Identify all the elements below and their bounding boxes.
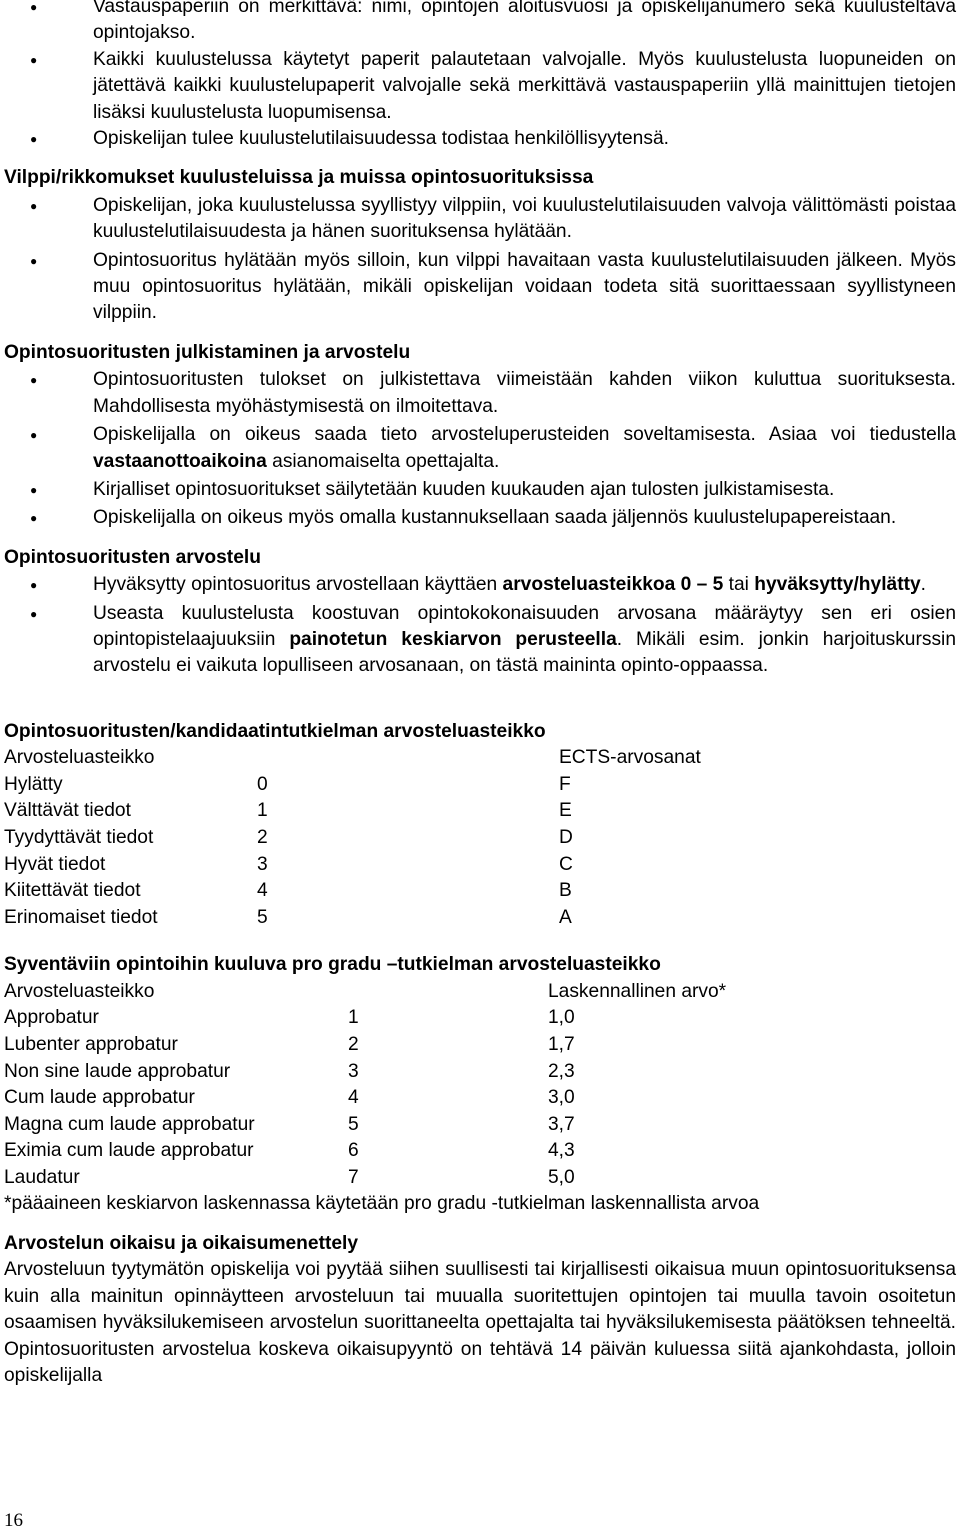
- bullet-icon: ●: [30, 482, 38, 497]
- exam-rules-list: [4, 0, 956, 152]
- page-number: 16: [4, 1510, 23, 1531]
- bullet-icon: ●: [30, 132, 38, 147]
- list-item: ● Opintosuoritusten tulokset on julkistettava viimeistään kahden viikon kuluttua suorituksesta. Mahdollisesta myöhästymisestä on ilmoitettava.: [30, 369, 956, 417]
- bullet-icon: ●: [30, 511, 38, 526]
- arvostelu-list: [4, 572, 956, 680]
- table-row: Cum laude approbatur 4 3,0: [4, 1087, 575, 1109]
- section-heading-scale2: Syventäviin opintoihin kuuluva pro gradu –tutkielman arvosteluasteikko: [4, 954, 661, 976]
- list-item: ● Kaikki kuulustelussa käytetyt paperit palautetaan valvojalle. Myös kuulustelusta luopuneiden on jätettävä kaikki kuulustelupaperit valvojalle sekä merkittävä vastauspaperiin yllä mainittujen tietojen lisäksi kuulustelusta luopumisensa.: [30, 48, 956, 123]
- list-item: ● Opiskelijan tulee kuulustelutilaisuudessa todistaa henkilöllisyytensä.: [4, 126, 956, 152]
- list-item: ● Opiskelijalla on oikeus myös omalla kustannuksellaan saada jäljennös kuulustelupapereistaan.: [4, 505, 956, 531]
- bullet-icon: ●: [30, 606, 38, 621]
- grading-scale-table: [4, 745, 956, 931]
- oikaisu-paragraph: Arvosteluun tyytymätön opiskelija voi pyytää siihen suullisesti tai kirjallisesti oikaisua muun opintosuorituksensa kuin alla mainitun opinnäytteen arvosteluun tai muualla suoritettujen opintojen tai muulla tavoin osoitetun osaamisen hyväksilukemiseen arvostelun suorittaneelta opettajalta tai hyväksilukemisesta päätöksen tehneeltä. Opintosuoritusten arvostelua koskeva oikaisupyyntö on tehtävä 14 päivän kuluessa siitä ajankohdasta, jolloin opiskelijalla: [4, 1259, 956, 1387]
- list-item: ● Kirjalliset opintosuoritukset säilytetään kuuden kuukauden ajan tulosten julkistamisesta.: [4, 477, 956, 503]
- bullet-icon: ●: [30, 198, 38, 213]
- pro-gradu-scale-table: [4, 979, 956, 1192]
- section-heading-scale1: Opintosuoritusten/kandidaatintutkielman arvosteluasteikko: [4, 720, 546, 742]
- table-row: Hylätty 0 F: [4, 773, 571, 795]
- table-row: Laudatur 7 5,0: [4, 1166, 575, 1188]
- table-row: Lubenter approbatur 2 1,7: [4, 1033, 575, 1055]
- document-page: [4, 0, 956, 1390]
- section-heading-oikaisu: Arvostelun oikaisu ja oikaisumenettely: [4, 1233, 359, 1255]
- julkistaminen-list: [4, 367, 956, 531]
- table-row: Non sine laude approbatur 3 2,3: [4, 1060, 575, 1082]
- list-item: ● Opintosuoritus hylätään myös silloin, kun vilppi havaitaan vasta kuulustelutilaisuuden jälkeen. Myös muu opintosuoritus hylätään, mikäli opiskelijan voidaan todeta sitä suorittaessaan syyllistyneen vilppiin.: [30, 249, 956, 324]
- bullet-icon: ●: [30, 52, 38, 67]
- vilppi-list: [4, 193, 956, 327]
- table-row: Approbatur 1 1,0: [4, 1007, 575, 1029]
- list-item: ● Useasta kuulustelusta koostuvan opintokokonaisuuden arvosana määräytyy sen eri osien opintopistelaajuuksiin painotetun keskiarvon perusteella. Mikäli esim. jonkin harjoituskurssin arvostelu ei vaikuta lopulliseen arvosanaan, on tästä maininta opinto-oppaassa.: [30, 602, 956, 677]
- bullet-icon: ●: [30, 428, 38, 443]
- section-heading-arvostelu: Opintosuoritusten arvostelu: [4, 546, 261, 568]
- section-heading-vilppi: Vilppi/rikkomukset kuulusteluissa ja muissa opintosuorituksissa: [4, 167, 594, 189]
- bullet-icon: ●: [30, 253, 38, 268]
- table-row: Kiitettävät tiedot 4 B: [4, 880, 572, 902]
- bullet-icon: ●: [30, 0, 38, 14]
- list-item: ● Opiskelijalla on oikeus saada tieto arvosteluperusteiden soveltamisesta. Asiaa voi tiedustella vastaanottoaikoina asianomaiselta opettajalta.: [30, 424, 956, 472]
- table-header-row: Arvosteluasteikko ECTS-arvosanat: [4, 747, 701, 769]
- footnote: *pääaineen keskiarvon laskennassa käytetään pro gradu -tutkielman laskennallista arvoa: [4, 1193, 760, 1215]
- table-header-row: Arvosteluasteikko Laskennallinen arvo*: [4, 980, 727, 1002]
- section-heading-julkistaminen: Opintosuoritusten julkistaminen ja arvostelu: [4, 341, 411, 363]
- bullet-icon: ●: [30, 373, 38, 388]
- table-row: Eximia cum laude approbatur 6 4,3: [4, 1140, 575, 1162]
- table-row: Välttävät tiedot 1 E: [4, 800, 572, 822]
- list-item: ● Vastauspaperiin on merkittävä: nimi, opintojen aloitusvuosi ja opiskelijanumero sekä kuulusteltava opintojakso.: [4, 0, 956, 47]
- table-row: Erinomaiset tiedot 5 A: [4, 906, 572, 928]
- table-row: Tyydyttävät tiedot 2 D: [4, 826, 573, 848]
- list-item: ● Hyväksytty opintosuoritus arvostellaan käyttäen arvosteluasteikkoa 0 – 5 tai hyväksytty/hylätty.: [4, 572, 956, 598]
- bullet-icon: ●: [30, 578, 38, 593]
- list-item: ● Opiskelijan, joka kuulustelussa syyllistyy vilppiin, voi kuulustelutilaisuuden valvoja välittömästi poistaa kuulustelutilaisuudesta ja hänen suorituksensa hylätään.: [30, 194, 956, 243]
- table-row: Hyvät tiedot 3 C: [4, 853, 573, 875]
- table-row: Magna cum laude approbatur 5 3,7: [4, 1113, 575, 1135]
